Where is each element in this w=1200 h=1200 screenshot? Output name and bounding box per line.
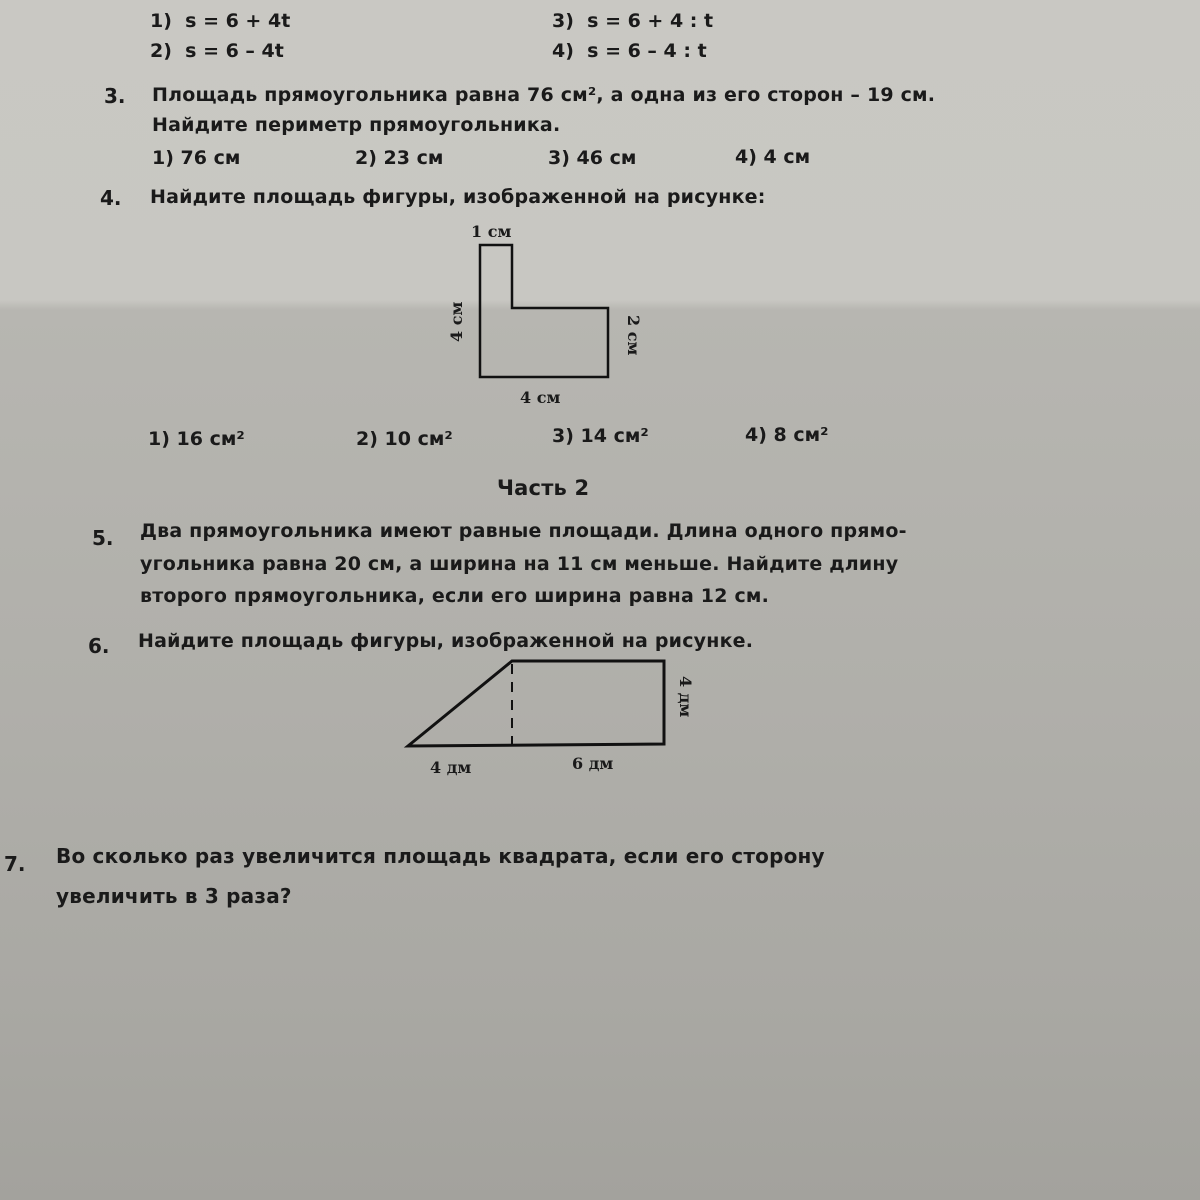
q4-label-left: 4 см — [447, 301, 466, 342]
q6-label-left: 4 дм — [430, 758, 472, 777]
q3-option-4: 4) 4 см — [735, 146, 811, 168]
q3-text-line1: Площадь прямоугольника равна 76 см², а одна из его сторон – 19 см. — [152, 84, 936, 106]
q4-text: Найдите площадь фигуры, изображенной на рисунке: — [150, 186, 766, 208]
q4-label-bottom: 4 см — [520, 388, 561, 407]
q5-text-line1: Два прямоугольника имеют равные площади. Длина одного прямо- — [140, 520, 907, 542]
q6-text: Найдите площадь фигуры, изображенной на рисунке. — [138, 630, 754, 652]
q5-number: 5. — [92, 526, 114, 550]
q5-text-line2: угольника равна 20 см, а ширина на 11 см меньше. Найдите длину — [140, 553, 899, 575]
q7-text-line2: увеличить в 3 раза? — [56, 884, 292, 908]
q2-option-3: 3) s = 6 + 4 : t — [552, 10, 714, 32]
q2-option-2: 2) s = 6 – 4t — [150, 40, 284, 62]
q6-label-right: 4 дм — [676, 676, 695, 718]
q6-label-bottom: 6 дм — [572, 754, 614, 773]
q7-number: 7. — [4, 852, 26, 876]
q3-text-line2: Найдите периметр прямоугольника. — [152, 114, 561, 136]
q4-number: 4. — [100, 186, 122, 210]
q6-number: 6. — [88, 634, 110, 658]
q5-text-line3: второго прямоугольника, если его ширина равна 12 см. — [140, 585, 770, 607]
part2-heading: Часть 2 — [497, 476, 590, 500]
q4-option-1: 1) 16 см² — [148, 428, 245, 450]
q2-option-4: 4) s = 6 – 4 : t — [552, 40, 707, 62]
q3-option-2: 2) 23 см — [355, 147, 444, 169]
q3-number: 3. — [104, 84, 126, 108]
q4-l-shape — [480, 245, 608, 377]
q4-option-3: 3) 14 см² — [552, 425, 649, 447]
q4-label-top: 1 см — [471, 222, 512, 241]
q4-option-2: 2) 10 см² — [356, 428, 453, 450]
q3-option-1: 1) 76 см — [152, 147, 241, 169]
q4-option-4: 4) 8 см² — [745, 424, 829, 446]
q3-option-3: 3) 46 см — [548, 147, 637, 169]
q7-text-line1: Во сколько раз увеличится площадь квадрата, если его сторону — [56, 844, 825, 868]
q2-option-1: 1) s = 6 + 4t — [150, 10, 291, 32]
q6-figure — [408, 661, 664, 746]
q4-label-right: 2 см — [624, 315, 643, 356]
